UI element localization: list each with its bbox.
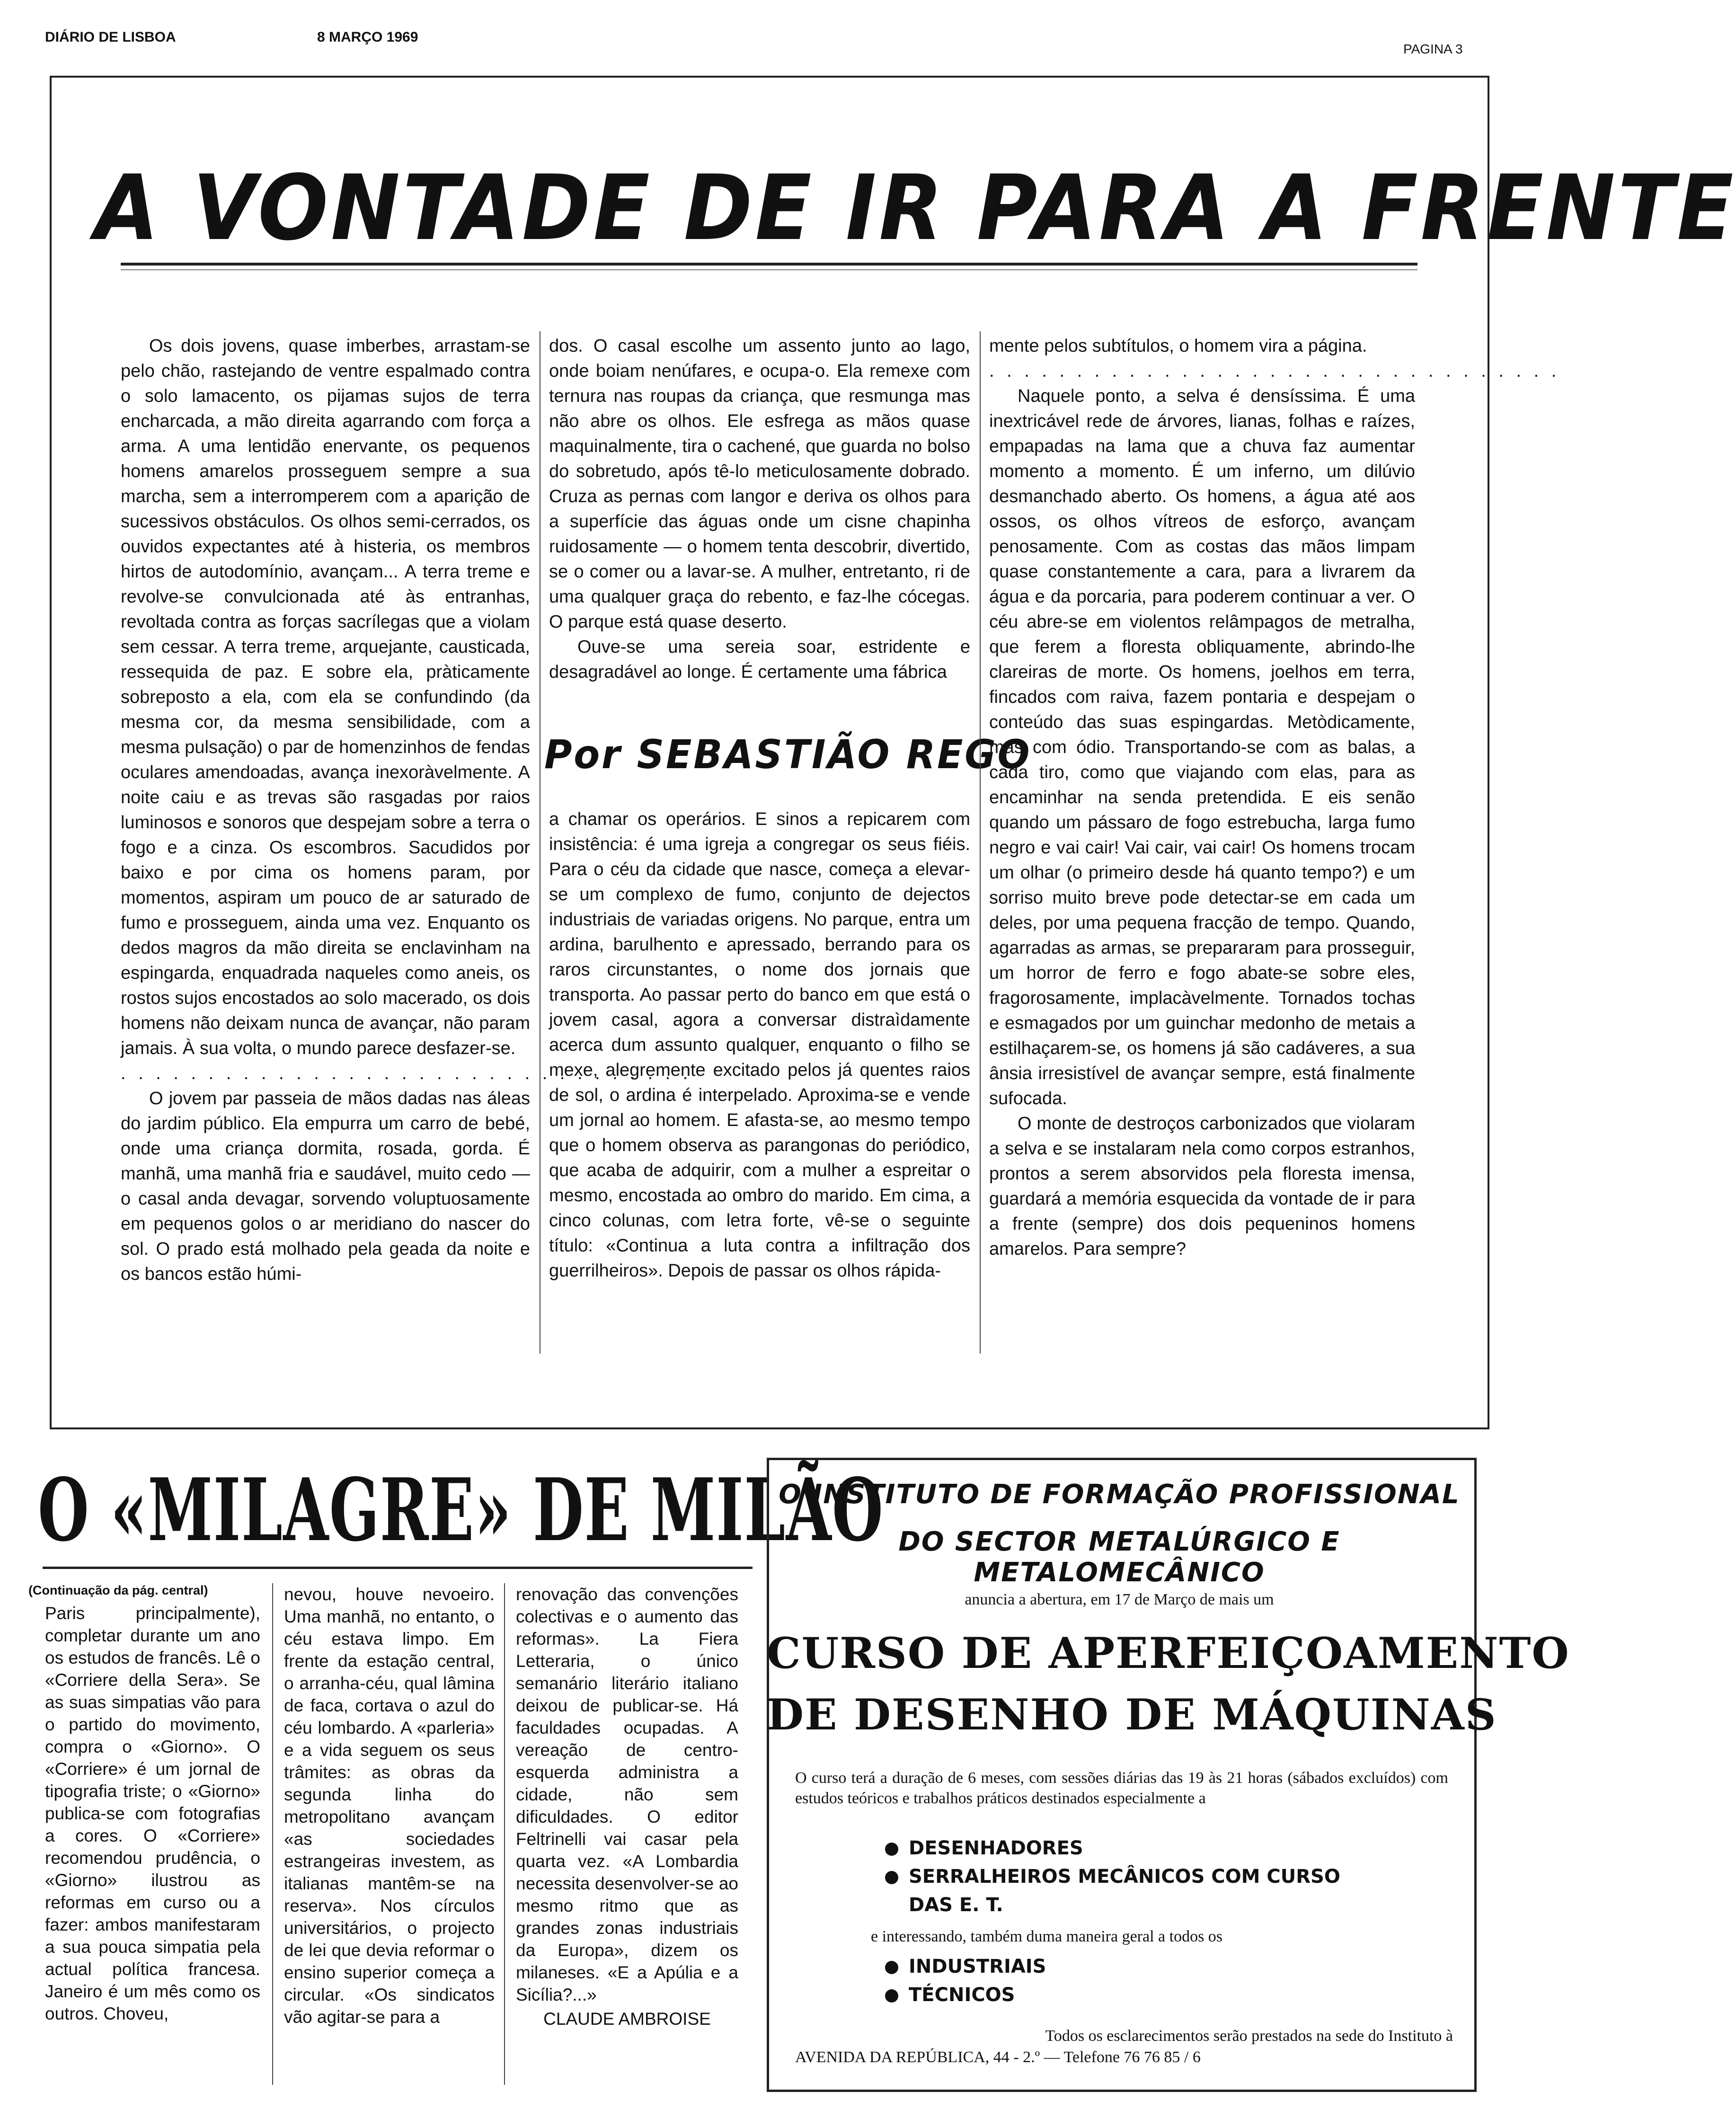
article-headline: A VONTADE DE IR PARA A FRENTE <box>95 156 1736 260</box>
paragraph: mente pelos subtítulos, o homem vira a página. <box>989 336 1367 356</box>
ad-target-item: TÉCNICOS <box>885 1983 1015 2007</box>
paragraph: O monte de destroços carbonizados que violaram a selva e se instalaram nela como corpos estranhos, prontos a serem absorvidos pela floresta imensa, guardará a memória esquecida da vontade de ir para a frente (sempre) dos dois pequeninos homens amarelos. Para sempre? <box>989 1114 1415 1259</box>
bullet-icon <box>885 1989 898 2003</box>
paragraph: Ouve-se uma sereia soar, estridente e desagradável ao longe. É certamente uma fábrica <box>549 637 970 682</box>
section-dots: . . . . . . . . . . . . . . . . . . . . . . . . . . . . . . . . . <box>121 1064 692 1083</box>
ad-target-item: DESENHADORES <box>885 1836 1083 1860</box>
ad-contact-line-1: Todos os esclarecimentos serão prestados na sede do Instituto à <box>1045 2027 1453 2045</box>
ad-target-item-continued: DAS E. T. <box>909 1894 1003 1916</box>
paragraph: a chamar os operários. E sinos a repicarem com insistência: é uma igreja a congregar os seus fiéis. Para o céu da cidade que nasce, começa a elevar-se um complexo de fumo, conjunto de dejectos industriais de variadas origens. No parque, entra um ardina, barulhento e apressado, berrando para os raros circunstantes, o nome dos jornais que transporta. Ao passar perto do banco em que está o jovem casal, agora a conversar distraìdamente acerca dum assunto qualquer, enquanto o filho se mexe, alegremente excitado pelos já quentes raios de sol, o ardina é interpelado. Aproxima-se e vende um jornal ao homem. E afasta-se, ao mesmo tempo que o homem observa as parangonas do periódico, que acaba de adquirir, com a mulher a espreitar o mesmo, encostada ao ombro do marido. Em cima, a cinco colunas, com letra forte, vê-se o seguinte título: «Continua a luta contra a infiltração dos guerrilheiros». Depois de passar os olhos rápida- <box>549 809 970 1281</box>
article-column-2 <box>284 1583 495 2028</box>
article-column-3 <box>516 1583 738 2030</box>
article-column-2-top <box>549 334 970 685</box>
article-headline: O «MILAGRE» DE MILÃO <box>38 1459 884 1560</box>
bullet-icon <box>885 1843 898 1856</box>
ad-description: O curso terá a duração de 6 meses, com sessões diárias das 19 às 21 horas (sábados excluídos) com estudos teóricos e trabalhos práticos destinados especialmente a <box>795 1769 1448 1807</box>
article-column-3 <box>989 334 1560 1262</box>
issue-date: 8 MARÇO 1969 <box>317 29 418 45</box>
article-column-1 <box>121 334 692 1287</box>
paragraph: O jovem par passeia de mãos dadas nas áleas do jardim público. Ela empurra um carro de bebé, onde uma criança dormita, rosada, gorda. É manhã, uma manhã fria e saudável, muito cedo — o casal anda devagar, sorvendo voluptuosamente em pequenos golos o ar meridiano do nascer do sol. O prado está molhado pela geada da noite e os bancos estão húmi- <box>121 1089 530 1284</box>
section-dots: . . . . . . . . . . . . . . . . . . . . . . . . . . . . . . . . . <box>989 361 1560 381</box>
ad-target-item: INDUSTRIAIS <box>885 1955 1046 1978</box>
ad-contact-line-2: AVENIDA DA REPÚBLICA, 44 - 2.º — Telefone 76 76 85 / 6 <box>795 2048 1201 2066</box>
bullet-icon <box>885 1871 898 1884</box>
paragraph: nevou, houve nevoeiro. Uma manhã, no entanto, o céu estava limpo. Em frente da estação central, o arranha-céu, qual lâmina de faca, cortava o azul do céu lombardo. A «parleria» e a vida seguem os seus trâmites: as obras da segunda linha do metropolitano avançam «as sociedades estrangeiras investem, as italianas mantêm-se na reserva». Nos círculos universitários, o projecto de lei que devia reformar o ensino superior começa a circular. «Os sindicatos vão agitar-se para a <box>284 1585 495 2027</box>
article-column-2-bottom <box>549 807 970 1284</box>
column-divider <box>272 1583 273 2085</box>
paragraph: renovação das convenções colectivas e o aumento das reformas». La Fiera Letteraria, o único semanário literário italiano deixou de publicar-se. Há faculdades ocupadas. A vereação de centro-esquerda administra a cidade, não sem dificuldades. O editor Feltrinelli vai casar pela quarta vez. «A Lombardia necessita desenvolver-se ao mesmo ritmo que as grandes zonas industriais da Europa», dizem os milaneses. «E a Apúlia e a Sicília?...» <box>516 1585 738 2004</box>
continuation-note: (Continuação da pág. central) <box>28 1583 208 1597</box>
ad-course-title-2: DE DESENHO DE MÁQUINAS <box>767 1690 1497 1740</box>
ad-announcement: anuncia a abertura, em 17 de Março de mais um <box>965 1591 1274 1608</box>
paragraph: dos. O casal escolhe um assento junto ao lago, onde boiam nenúfares, e ocupa-o. Ela remexe com ternura nas roupas da criança, que resmunga mas não abre os olhos. Ele esfrega as mãos quase maquinalmente, tira o cachené, que guarda no bolso do sobretudo, após tê-lo meticulosamente dobrado. Cruza as pernas com langor e deriva os olhos para a superfície das águas onde um cisne chapinha ruidosamente — o homem tenta descobrir, divertido, se o comer ou a lavar-se. A mulher, entretanto, ri de uma qualquer graça do rebento, e faz-lhe cócegas. O parque está quase deserto. <box>549 336 970 632</box>
column-divider <box>980 331 981 1354</box>
paragraph: Os dois jovens, quase imberbes, arrastam-se pelo chão, rastejando de ventre espalmado contra o solo lamacento, os pijamas sujos de terra encharcada, a mão direita agarrando com força a arma. A uma lentidão enervante, os pequenos homens amarelos prosseguem sempre a sua marcha, sem a interromperem com a aparição de sucessivos obstáculos. Os olhos semi-cerrados, os ouvidos expectantes até à histeria, os membros hirtos de autodomínio, avançam... A terra treme e revolve-se convulcionada até às entranhas, revoltada contra as forças sacrílegas que a violam sem cessar. A terra treme, arquejante, causticada, ressequida de paz. E sobre ela, pràticamente sobreposto a ela, com ela se confundindo (da mesma cor, da mesma sensibilidade, com a mesma pulsação) o par de homenzinhos de fendas oculares amendoadas, avança inexoràvelmente. A noite caiu e as trevas são rasgadas por raios luminosos e sonoros que despejam sobre a terra o fogo e a cinza. Os escombros. Sacudidos por baixo e por cima os homens param, por momentos, aspiram um pouco de ar saturado de fumo e prosseguem, ainda uma vez. Enquanto os dedos magros da mão direita se enclavinham na espingarda, enquadrada naqueles como aneis, os rostos sujos encostados ao solo macerado, os dois homens não deixam nunca de avançar, não param jamais. À sua volta, o mundo parece desfazer-se. <box>121 336 530 1058</box>
article-column-1 <box>45 1602 260 2025</box>
paragraph: Paris principalmente), completar durante um ano os estudos de francês. Lê o «Corriere della Sera». Se as suas simpatias vão para o partido do movimento, compra o «Giorno». O «Corriere» é um jornal de tipografia triste; o «Giorno» publica-se com fotografias a cores. O «Corriere» recomendou prudência, o «Giorno» ilustrou as reformas em curso ou a fazer: ambos manifestaram a sua pouca simpatia pela actual política francesa. Janeiro é um mês como os outros. Choveu, <box>45 1604 260 2023</box>
page-number: PAGINA 3 <box>1403 42 1463 56</box>
ad-also-text: e interessando, também duma maneira geral a todos os <box>871 1928 1223 1945</box>
bullet-icon <box>885 1961 898 1974</box>
column-divider <box>504 1583 505 2085</box>
ad-institute-sector: DO SECTOR METALÚRGICO E METALOMECÂNICO <box>898 1526 1340 1588</box>
paragraph: Naquele ponto, a selva é densíssima. É uma inextricável rede de árvores, lianas, folhas e raízes, empapadas na lama que a chuva faz aumentar momento a momento. É um inferno, um dilúvio desmanchado aberto. Os homens, a água até aos ossos, os olhos vítreos de esforço, avançam penosamente. Com as costas das mãos limpam quase constantemente a cara, para a livrarem da água e da porcaria, para poderem continuar a ver. O céu abre-se em violentos relâmpagos de metralha, que ferem a floresta obliquamente, abrindo-lhe clareiras de morte. Os homens, joelhos em terra, fincados com raiva, fazem pontaria e despejam o conteúdo das suas espingardas. Metòdicamente, mas com ódio. Transportando-se com as balas, a cada tiro, como que viajando com elas, para as encaminhar na senda pretendida. E eis senão quando um pássaro de fogo estrebucha, larga fumo negro e vai cair! Vai cair, vai cair! Os homens trocam um olhar (o primeiro desde há quanto tempo?) e um sorriso muito breve pode detectar-se em cada um deles, por uma pequena fracção de tempo. Quando, agarradas as armas, se prepararam para prosseguir, um horror de ferro e fogo abate-se sobre eles, fragorosamente, implacàvelmente. Tornados tochas e esmagados por um guinchar medonho de metais a estilhaçarem-se, os homens já são cadáveres, a sua ânsia irresistível de avançar sempre, está finalmente sufocada. <box>989 386 1415 1108</box>
article-author: CLAUDE AMBROISE <box>543 2009 711 2029</box>
article-byline: Por SEBASTIÃO REGO <box>544 731 1032 778</box>
ad-course-title-1: CURSO DE APERFEIÇOAMENTO <box>767 1628 1570 1678</box>
newspaper-name: DIÁRIO DE LISBOA <box>45 29 176 45</box>
headline-underline <box>43 1567 753 1569</box>
ad-institute-name: O INSTITUTO DE FORMAÇÃO PROFISSIONAL <box>779 1479 1460 1510</box>
ad-target-item: SERRALHEIROS MECÂNICOS COM CURSO <box>885 1865 1340 1888</box>
headline-underline <box>121 263 1417 270</box>
